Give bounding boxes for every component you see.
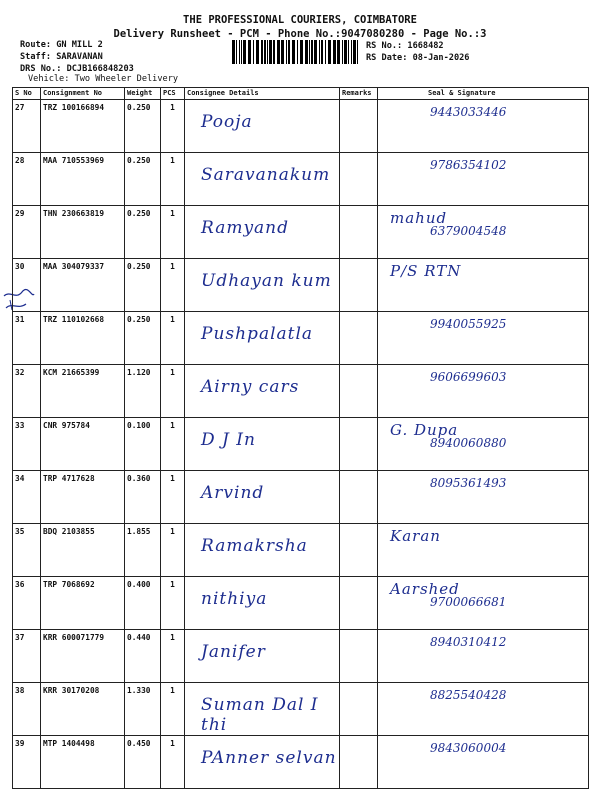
table-row bbox=[13, 577, 589, 630]
signature-text: G. Dupa bbox=[390, 421, 459, 439]
company-title: THE PROFESSIONAL COURIERS, COIMBATORE bbox=[183, 14, 417, 26]
sno-cell: 27 bbox=[13, 100, 41, 153]
sno-cell: 32 bbox=[13, 365, 41, 418]
weight-cell: 0.250 bbox=[125, 153, 161, 206]
table-row bbox=[13, 524, 589, 577]
weight-cell: 0.450 bbox=[125, 736, 161, 789]
col-consignee-header: Consignee Details bbox=[185, 88, 340, 100]
remarks-cell bbox=[340, 630, 378, 683]
sno-cell: 36 bbox=[13, 577, 41, 630]
consignee-name: Saravanakum bbox=[185, 153, 340, 206]
signature-phone: 6379004548 bbox=[430, 224, 507, 238]
remarks-cell bbox=[340, 100, 378, 153]
signature-phone: 9606699603 bbox=[430, 370, 507, 384]
table-row bbox=[13, 206, 589, 259]
signature-text: Karan bbox=[390, 527, 441, 545]
consignee-name: Udhayan kum bbox=[185, 259, 340, 312]
pcs-cell: 1 bbox=[161, 418, 185, 471]
table-row bbox=[13, 471, 589, 524]
runsheet-table bbox=[12, 87, 589, 789]
staff-label: Staff: SARAVANAN bbox=[20, 52, 103, 62]
col-weight-header: Weight bbox=[125, 88, 161, 100]
consignment-cell: TRZ 110102668 bbox=[41, 312, 125, 365]
signature-phone: 9940055925 bbox=[430, 317, 507, 331]
weight-cell: 0.250 bbox=[125, 206, 161, 259]
remarks-cell bbox=[340, 683, 378, 736]
table-row bbox=[13, 312, 589, 365]
signature-phone: 8940310412 bbox=[430, 635, 507, 649]
consignment-cell: BDQ 2103855 bbox=[41, 524, 125, 577]
consignee-name: Ramyand bbox=[185, 206, 340, 259]
barcode-image bbox=[232, 40, 360, 64]
signature-cell bbox=[378, 312, 589, 365]
signature-phone: 9843060004 bbox=[430, 741, 507, 755]
weight-cell: 0.250 bbox=[125, 259, 161, 312]
signature-cell bbox=[378, 683, 589, 736]
weight-cell: 0.360 bbox=[125, 471, 161, 524]
remarks-cell bbox=[340, 524, 378, 577]
col-remarks-header: Remarks bbox=[340, 88, 378, 100]
consignment-cell: CNR 975784 bbox=[41, 418, 125, 471]
weight-cell: 1.855 bbox=[125, 524, 161, 577]
sno-cell: 38 bbox=[13, 683, 41, 736]
route-label: Route: GN MILL 2 bbox=[20, 40, 103, 50]
table-row bbox=[13, 259, 589, 312]
signature-phone: 9700066681 bbox=[430, 595, 507, 609]
table-row bbox=[13, 418, 589, 471]
remarks-cell bbox=[340, 471, 378, 524]
weight-cell: 0.250 bbox=[125, 100, 161, 153]
signature-cell bbox=[378, 736, 589, 789]
table-row bbox=[13, 365, 589, 418]
consignment-cell: KRR 30170208 bbox=[41, 683, 125, 736]
sno-cell: 37 bbox=[13, 630, 41, 683]
weight-cell: 0.100 bbox=[125, 418, 161, 471]
signature-phone: 8095361493 bbox=[430, 476, 507, 490]
signature-cell bbox=[378, 100, 589, 153]
consignee-name: Arvind bbox=[185, 471, 340, 524]
signature-cell bbox=[378, 259, 589, 312]
pcs-cell: 1 bbox=[161, 100, 185, 153]
pcs-cell: 1 bbox=[161, 736, 185, 789]
remarks-cell bbox=[340, 418, 378, 471]
drs-label: DRS No.: DCJB166848203 bbox=[20, 64, 134, 74]
consignment-cell: TRP 7068692 bbox=[41, 577, 125, 630]
signature-cell bbox=[378, 153, 589, 206]
sno-cell: 30 bbox=[13, 259, 41, 312]
consignee-name: Pushpalatla bbox=[185, 312, 340, 365]
pcs-cell: 1 bbox=[161, 524, 185, 577]
signature-cell bbox=[378, 524, 589, 577]
pcs-cell: 1 bbox=[161, 206, 185, 259]
consignee-name: Airny cars bbox=[185, 365, 340, 418]
table-row bbox=[13, 153, 589, 206]
weight-cell: 0.400 bbox=[125, 577, 161, 630]
signature-cell bbox=[378, 365, 589, 418]
signature-phone: 9443033446 bbox=[430, 105, 507, 119]
remarks-cell bbox=[340, 259, 378, 312]
consignment-cell: MAA 304079337 bbox=[41, 259, 125, 312]
weight-cell: 1.120 bbox=[125, 365, 161, 418]
sno-cell: 35 bbox=[13, 524, 41, 577]
rs-date: RS Date: 08-Jan-2026 bbox=[366, 53, 470, 63]
consignee-name: Ramakrsha bbox=[185, 524, 340, 577]
signature-phone: 8825540428 bbox=[430, 688, 507, 702]
pcs-cell: 1 bbox=[161, 471, 185, 524]
col-sno-header: S No bbox=[13, 88, 41, 100]
table-header-row bbox=[13, 88, 589, 100]
rs-number: RS No.: 1668482 bbox=[366, 41, 444, 51]
consignment-cell: THN 230663819 bbox=[41, 206, 125, 259]
weight-cell: 1.330 bbox=[125, 683, 161, 736]
pcs-cell: 1 bbox=[161, 630, 185, 683]
pcs-cell: 1 bbox=[161, 365, 185, 418]
consignee-name: D J In bbox=[185, 418, 340, 471]
sno-cell: 29 bbox=[13, 206, 41, 259]
consignment-cell: KRR 600071779 bbox=[41, 630, 125, 683]
sno-cell: 28 bbox=[13, 153, 41, 206]
consignee-name: Suman Dal I thi bbox=[185, 683, 340, 736]
consignee-name: PAnner selvan bbox=[185, 736, 340, 789]
remarks-cell bbox=[340, 736, 378, 789]
remarks-cell bbox=[340, 312, 378, 365]
consignee-name: Janifer bbox=[185, 630, 340, 683]
consignee-name: nithiya bbox=[185, 577, 340, 630]
consignment-cell: MTP 1404498 bbox=[41, 736, 125, 789]
sno-cell: 33 bbox=[13, 418, 41, 471]
signature-cell bbox=[378, 206, 589, 259]
sno-cell: 39 bbox=[13, 736, 41, 789]
consignment-cell: TRZ 100166894 bbox=[41, 100, 125, 153]
signature-text: P/S RTN bbox=[390, 262, 462, 280]
col-consignment-header: Consignment No bbox=[41, 88, 125, 100]
consignment-cell: MAA 710553969 bbox=[41, 153, 125, 206]
col-signature-header: Seal & Signature bbox=[378, 88, 589, 100]
table-row bbox=[13, 100, 589, 153]
sno-cell: 31 bbox=[13, 312, 41, 365]
vehicle-label: Vehicle: Two Wheeler Delivery bbox=[28, 74, 179, 84]
remarks-cell bbox=[340, 365, 378, 418]
signature-cell bbox=[378, 577, 589, 630]
signature-cell bbox=[378, 418, 589, 471]
table-row bbox=[13, 683, 589, 736]
signature-phone: 8940060880 bbox=[430, 436, 507, 450]
signature-text: mahud bbox=[390, 209, 448, 227]
remarks-cell bbox=[340, 206, 378, 259]
weight-cell: 0.440 bbox=[125, 630, 161, 683]
remarks-cell bbox=[340, 577, 378, 630]
pcs-cell: 1 bbox=[161, 153, 185, 206]
table-row bbox=[13, 736, 589, 789]
pcs-cell: 1 bbox=[161, 259, 185, 312]
col-pcs-header: PCS bbox=[161, 88, 185, 100]
weight-cell: 0.250 bbox=[125, 312, 161, 365]
signature-cell bbox=[378, 471, 589, 524]
table-row bbox=[13, 630, 589, 683]
signature-cell bbox=[378, 630, 589, 683]
pcs-cell: 1 bbox=[161, 577, 185, 630]
consignment-cell: KCM 21665399 bbox=[41, 365, 125, 418]
consignment-cell: TRP 4717628 bbox=[41, 471, 125, 524]
runsheet-subtitle: Delivery Runsheet - PCM - Phone No.:9047080280 - Page No.:3 bbox=[113, 28, 487, 40]
remarks-cell bbox=[340, 153, 378, 206]
consignee-name: Pooja bbox=[185, 100, 340, 153]
pcs-cell: 1 bbox=[161, 312, 185, 365]
signature-phone: 9786354102 bbox=[430, 158, 507, 172]
pcs-cell: 1 bbox=[161, 683, 185, 736]
signature-text: Aarshed bbox=[390, 580, 460, 598]
sno-cell: 34 bbox=[13, 471, 41, 524]
